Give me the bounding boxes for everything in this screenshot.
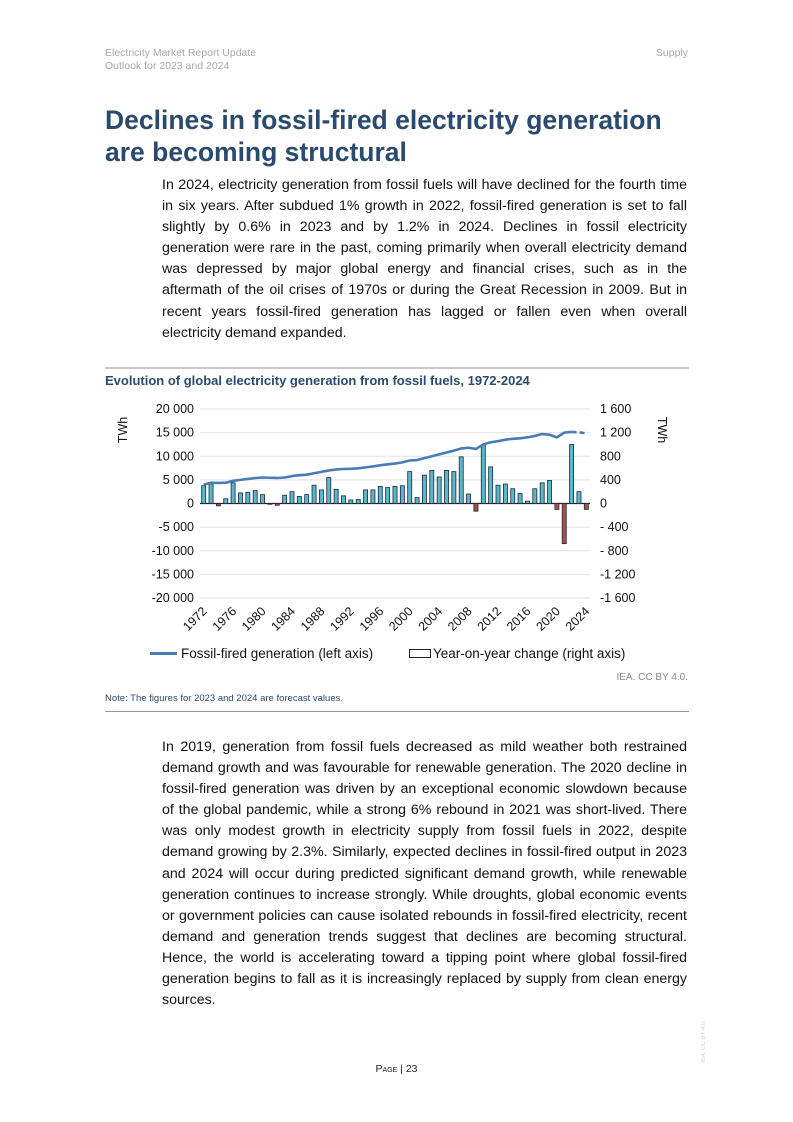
bar-yoy-2006 [452,472,456,504]
right-tick-label: - 400 [600,520,629,535]
bar-yoy-1984 [290,492,294,504]
bar-yoy-2014 [511,489,515,504]
x-tick-label: 1976 [209,604,240,634]
bar-yoy-2015 [518,493,522,503]
x-tick-label: 1972 [180,604,210,634]
bar-yoy-2016 [525,501,529,503]
bar-yoy-1995 [371,490,375,504]
bar-yoy-2003 [430,470,434,503]
page-separator: | [397,1063,406,1075]
bar-yoy-2022 [570,444,574,503]
fossil-generation-chart [100,395,700,645]
legend-line-label: Fossil-fired generation (left axis) [181,646,374,661]
bar-yoy-1985 [297,496,301,503]
bar-yoy-2007 [459,457,463,504]
right-tick-label: 800 [600,449,621,464]
figure-credit: IEA. CC BY 4.0. [616,672,688,683]
bar-yoy-1992 [349,500,353,504]
bar-yoy-1972 [202,486,206,504]
bar-yoy-1987 [312,485,316,503]
figure-bottom-rule [105,711,689,712]
left-tick-label: -5 000 [158,520,194,535]
generation-line [204,432,572,485]
bar-yoy-2001 [415,498,419,504]
legend-item-bar [409,646,625,661]
right-tick-label: -1 600 [600,591,636,605]
right-tick-label: 400 [600,472,621,487]
bar-yoy-2024 [584,504,588,510]
left-axis-ticks [152,402,194,605]
x-tick-label: 2004 [415,604,446,634]
figure-note: Note: The figures for 2023 and 2024 are forecast values. [105,693,344,704]
page-number-value: 23 [405,1063,418,1075]
bar-yoy-1991 [341,496,345,504]
bar-yoy-1976 [231,483,235,504]
bar-yoy-2020 [555,504,559,510]
bar-yoy-2021 [562,504,566,544]
bar-yoy-1986 [305,495,309,504]
bar-yoy-1998 [393,486,397,503]
bar-yoy-1997 [386,488,390,504]
page-number [0,1063,793,1075]
x-tick-label: 2000 [386,604,416,634]
left-tick-label: 10 000 [155,449,194,464]
bar-yoy-2010 [481,445,485,503]
bar-yoy-2017 [533,489,537,504]
bar-yoy-2012 [496,485,500,503]
figure-top-rule [105,367,689,369]
bar-yoy-1974 [216,504,220,506]
x-axis-ticks [180,604,592,634]
bar-yoy-1973 [209,484,213,503]
bar-yoy-1983 [283,495,287,503]
bar-yoy-1977 [238,493,242,504]
left-tick-label: 5 000 [162,472,194,487]
bar-yoy-1975 [224,499,228,504]
bar-yoy-2023 [577,492,581,504]
bar-yoy-1996 [378,486,382,503]
bar-yoy-2002 [422,475,426,503]
right-tick-label: 0 [600,496,607,511]
bar-yoy-1989 [327,478,331,504]
report-title: Electricity Market Report Update [105,47,257,59]
x-tick-label: 2020 [533,604,564,634]
x-tick-label: 1988 [297,604,328,634]
bar-yoy-1982 [275,504,279,506]
x-tick-label: 1980 [239,604,269,634]
x-tick-label: 2016 [504,604,534,634]
report-subtitle: Outlook for 2023 and 2024 [105,60,230,72]
left-tick-label: -20 000 [151,591,194,605]
bar-yoy-1988 [319,490,323,504]
x-tick-label: 1984 [268,604,299,634]
left-tick-label: -10 000 [151,543,194,558]
legend-item-line [150,646,373,661]
right-axis-label: TWh [655,416,669,444]
right-tick-label: - 800 [600,543,629,558]
right-tick-label: -1 200 [600,567,636,582]
yoy-change-bars [202,444,589,543]
body-paragraph: In 2019, generation from fossil fuels decreased as mild weather both restrained demand growth and was favourable for renewable generation. The 2020 decline in fossil-fired generation was driven by an exceptional economic slowdown because of the global pandemic, while a strong 6% rebound in 2021 was short-lived. There was only modest growth in electricity supply from fossil fuels in 2022, despite demand growing by 2.3%. Similarly, expected declines in fossil-fired output in 2023 and 2024 will occur during predicted significant demand growth, while renewable generation continues to increase strongly. While droughts, global economic events or government policies can cause isolated rebounds in fossil-fired electricity, recent demand and generation trends suggest that declines are becoming structural. Hence, the world is accelerating toward a tipping point where global fossil-fired generation begins to fall as it is increasingly replaced by supply from clean energy sources. [162,739,687,1009]
left-tick-label: 15 000 [155,425,194,440]
right-axis-ticks [600,402,635,605]
figure-title: Evolution of global electricity generation from fossil fuels, 1972-2024 [105,373,530,388]
left-tick-label: 0 [187,496,194,511]
right-tick-label: 1 600 [600,402,632,416]
bar-yoy-2019 [548,480,552,503]
legend-line-swatch [150,652,177,655]
x-tick-label: 2008 [445,604,475,634]
bar-yoy-2011 [489,467,493,504]
bar-yoy-2004 [437,477,441,504]
x-tick-label: 2012 [474,604,505,634]
left-tick-label: 20 000 [155,402,194,416]
intro-paragraph: In 2024, electricity generation from fossil fuels will have declined for the fourth time in six years. After subdued 1% growth in 2022, fossil-fired generation is set to fall slightly by 0.6% in 2023 and by 1.2% in 2024. Declines in fossil electricity generation were rare in the past, coming primarily when overall electricity demand was depressed by major global energy and financial crises, such as in the aftermath of the oil crises of 1970s or during the Great Recession in 2009. But in recent years fossil-fired generation has lagged or fallen even when overall electricity demand expanded. [162,177,687,341]
x-tick-label: 1996 [356,604,387,634]
side-license: IEA. CC BY 4.0. [701,1020,707,1063]
bar-yoy-1978 [246,492,250,503]
bar-yoy-1990 [334,489,338,503]
bar-yoy-2008 [467,494,471,503]
bar-yoy-2013 [503,484,507,503]
bar-yoy-2005 [444,470,448,503]
left-axis-label: TWh [116,416,130,444]
left-tick-label: -15 000 [151,567,194,582]
bar-yoy-1981 [268,504,272,505]
x-tick-label: 1992 [327,604,357,634]
right-tick-label: 1 200 [600,425,632,440]
bar-yoy-1980 [261,495,265,504]
legend-bar-swatch [409,649,431,658]
section-label: Supply [655,47,688,59]
bar-yoy-1993 [356,499,360,503]
generation-line-group [204,432,587,485]
bar-yoy-1999 [400,486,404,504]
page-label: Page [375,1063,398,1075]
legend-bar-label: Year-on-year change (right axis) [433,646,626,661]
page-title: Declines in fossil-fired electricity generation are becoming structural [105,105,662,167]
x-tick-label: 2024 [562,604,593,634]
report-header [105,47,256,73]
bar-yoy-2018 [540,483,544,504]
bar-yoy-2000 [408,472,412,504]
bar-yoy-1994 [364,490,368,504]
bar-yoy-2009 [474,504,478,512]
bar-yoy-1979 [253,491,257,504]
